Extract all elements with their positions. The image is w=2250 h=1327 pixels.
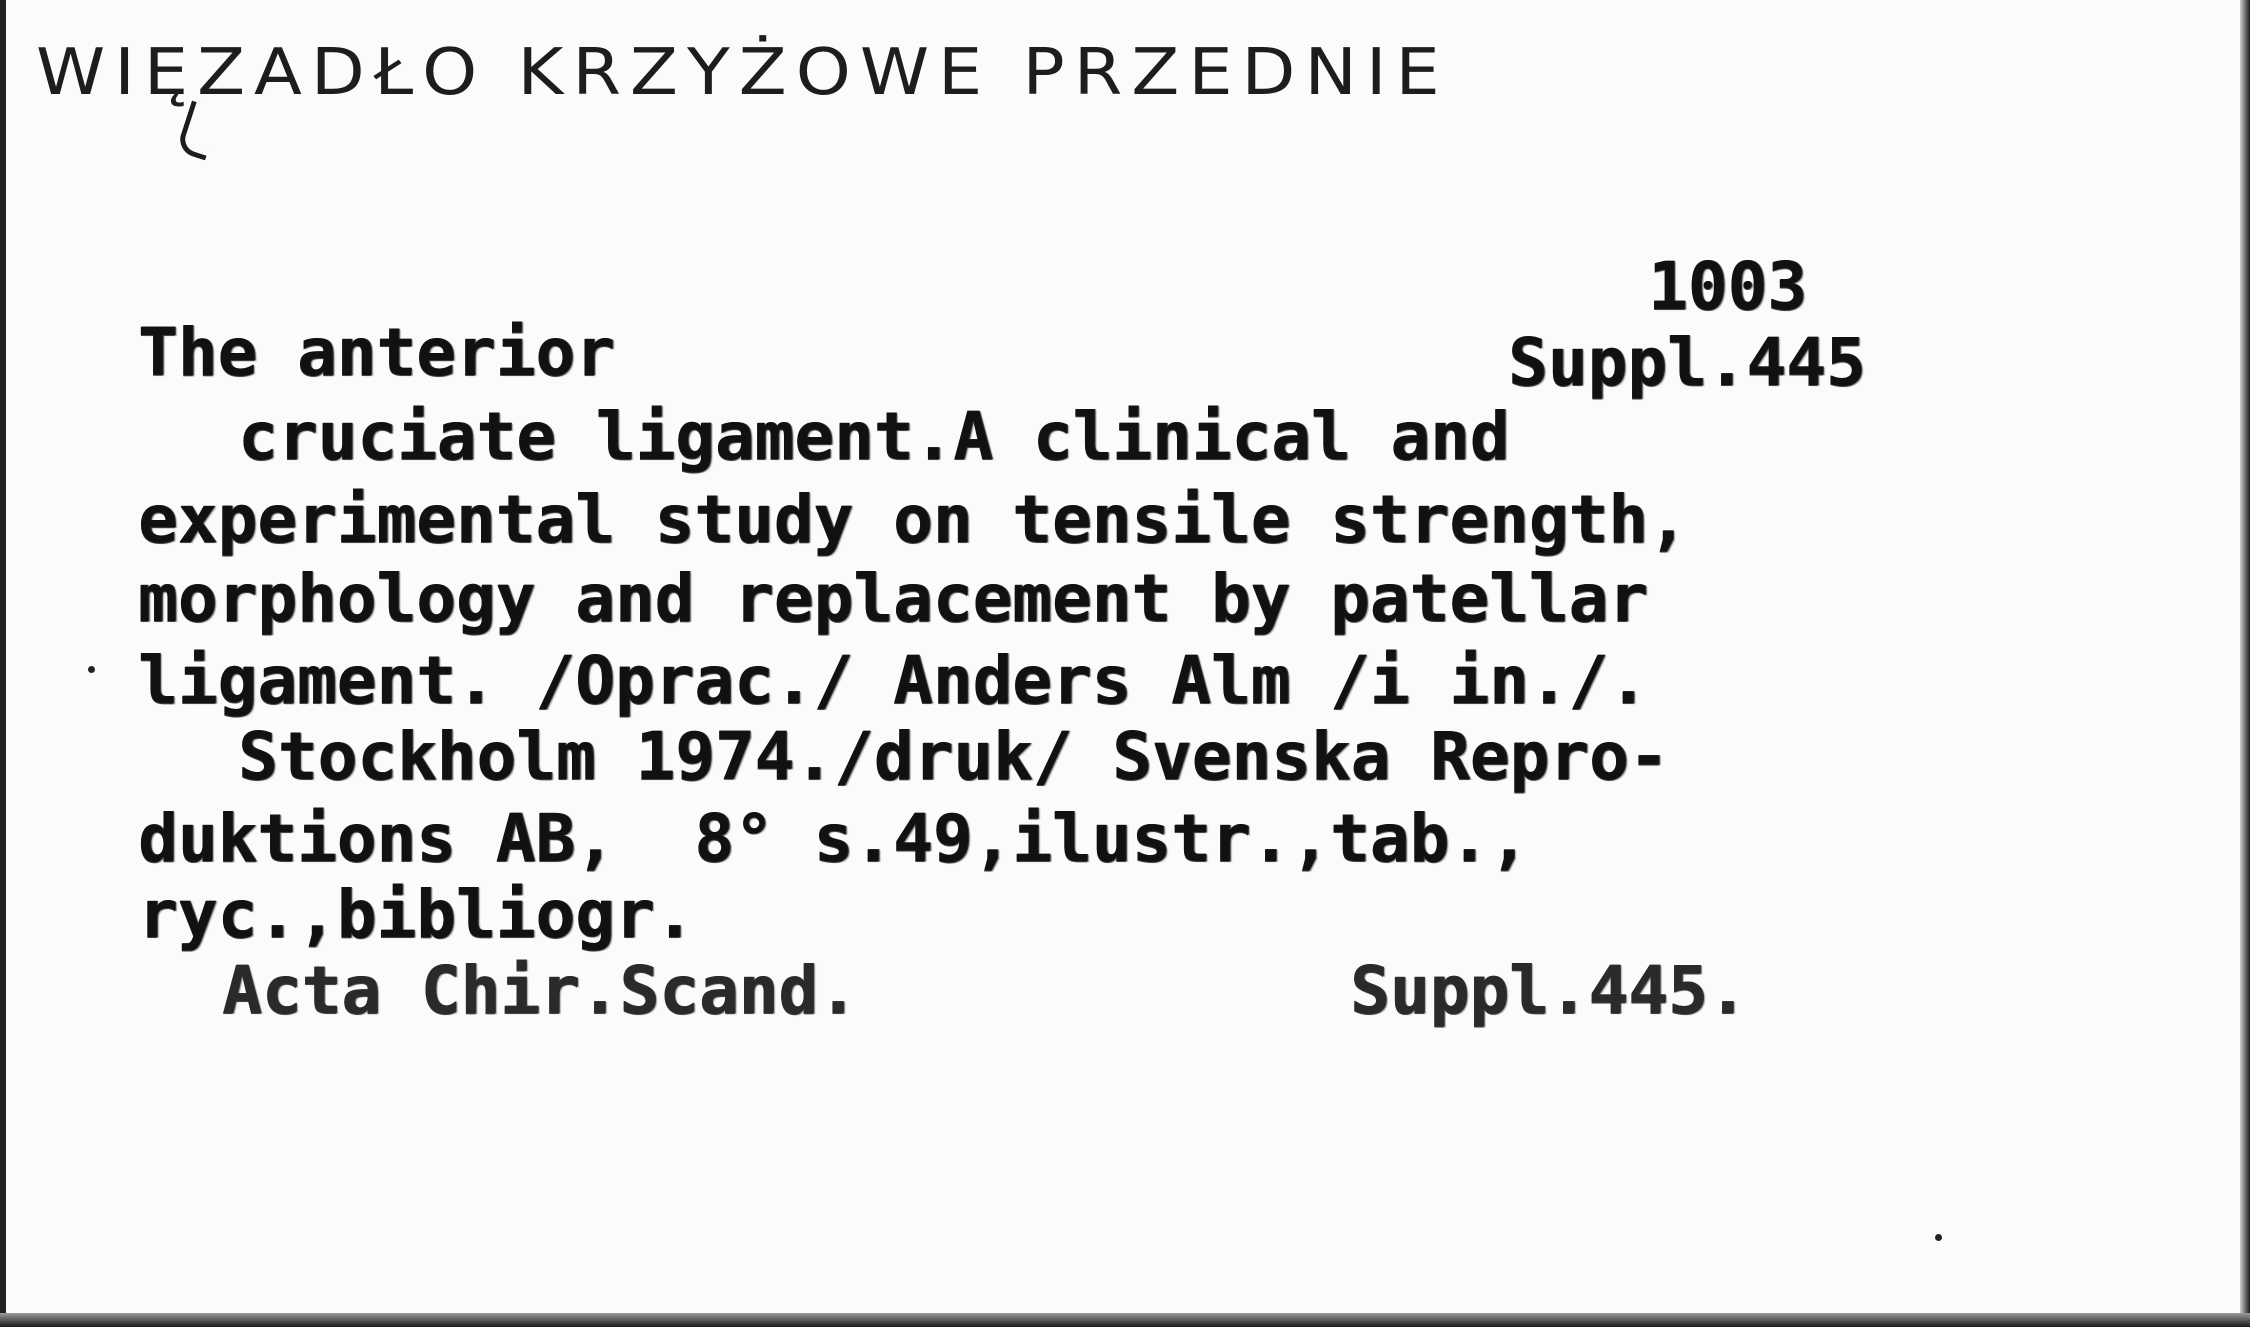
ink-speck [1935, 1234, 1942, 1241]
scan-border-right [2240, 0, 2250, 1327]
series-ref-top: Suppl.445 [1508, 324, 1866, 401]
entry-line: duktions AB, 8° s.49,ilustr.,tab., [138, 800, 1529, 877]
entry-line: ryc.,bibliogr. [138, 876, 695, 953]
shelf-number: 1003 [1648, 248, 1807, 325]
entry-line: Stockholm 1974./druk/ Svenska Repro- [238, 718, 1669, 795]
entry-line: ligament. /Oprac./ Anders Alm /i in./. [138, 642, 1648, 719]
series-ref-bottom: Suppl.445. [1350, 952, 1748, 1029]
ink-speck [88, 666, 95, 673]
subject-heading: WIĘZADŁO KRZYŻOWE PRZEDNIE [36, 34, 1449, 110]
entry-line: experimental study on tensile strength, [138, 481, 1688, 558]
title-start: The anterior [138, 314, 615, 391]
scan-border-bottom [0, 1313, 2250, 1327]
ogonek-correction-mark [176, 101, 222, 161]
entry-line: morphology and replacement by patellar [138, 560, 1648, 637]
entry-line: cruciate ligament.A clinical and [238, 398, 1510, 475]
scan-border-left [0, 0, 6, 1327]
series-name: Acta Chir.Scand. [222, 952, 858, 1029]
